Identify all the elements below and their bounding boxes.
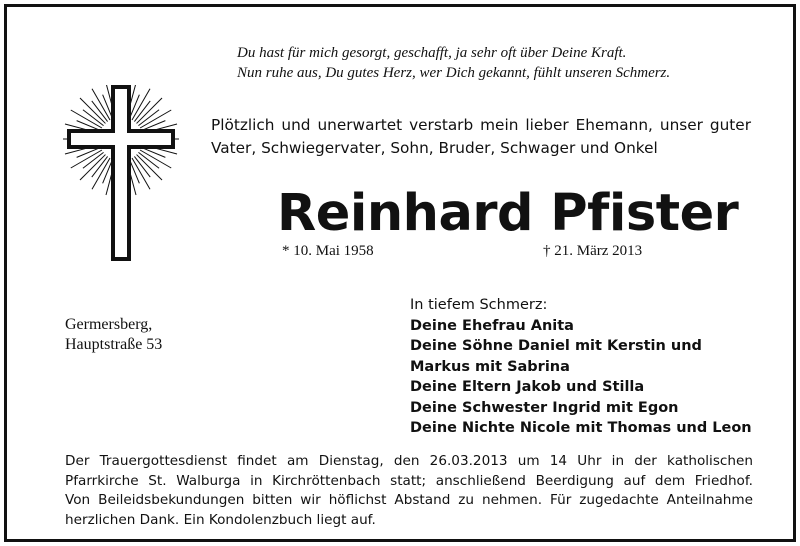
service-notice bbox=[65, 452, 753, 530]
mourner-line: Deine Söhne Daniel mit Kerstin und bbox=[410, 338, 702, 354]
poem-line: Du hast für mich gesorgt, geschafft, ja sehr oft über Deine Kraft. bbox=[237, 45, 627, 61]
mourner-line: Markus mit Sabrina bbox=[410, 358, 570, 375]
address-line: Germersberg, bbox=[65, 316, 153, 333]
mourner-line: Deine Schwester Ingrid mit Egon bbox=[410, 399, 679, 416]
mourner-line: Deine Nichte Nicole mit Thomas und Leon bbox=[410, 420, 752, 436]
intro-line: Vater, Schwiegervater, Sohn, Bruder, Schwager und Onkel bbox=[211, 139, 658, 157]
death-date: † 21. März 2013 bbox=[543, 243, 643, 259]
service-line: Der Trauergottesdienst findet am Dienstag, den 26.03.2013 um 14 Uhr in der katholischen bbox=[65, 453, 753, 469]
service-line: herzlichen Dank. Ein Kondolenzbuch liegt auf. bbox=[65, 511, 376, 528]
birth-date: * 10. Mai 1958 bbox=[282, 243, 374, 259]
obituary-frame bbox=[4, 4, 796, 542]
mourners-heading: In tiefem Schmerz: bbox=[410, 297, 548, 313]
cross-with-rays-icon bbox=[57, 85, 191, 263]
address bbox=[65, 315, 162, 355]
intro-text bbox=[211, 114, 751, 160]
address-line: Hauptstraße 53 bbox=[65, 336, 163, 353]
mourner-line: Deine Ehefrau Anita bbox=[410, 317, 574, 334]
poem-line: Nun ruhe aus, Du gutes Herz, wer Dich gekannt, fühlt unseren Schmerz. bbox=[237, 65, 671, 81]
poem-verse bbox=[237, 43, 767, 83]
service-line: Von Beileidsbekundungen bitten wir höflichst Abstand zu nehmen. Für zugedachte Anteilnahme bbox=[65, 492, 753, 508]
mourner-line: Deine Eltern Jakob und Stilla bbox=[410, 379, 645, 395]
deceased-name: Reinhard Pfister bbox=[277, 184, 739, 243]
mourners-list bbox=[410, 295, 770, 439]
intro-line: Plötzlich und unerwartet verstarb mein lieber Ehemann, unser guter bbox=[211, 116, 751, 134]
service-line: Pfarrkirche St. Walburga in Kirchröttenbach statt; anschließend Beerdigung auf dem Friedhof. bbox=[65, 472, 753, 489]
